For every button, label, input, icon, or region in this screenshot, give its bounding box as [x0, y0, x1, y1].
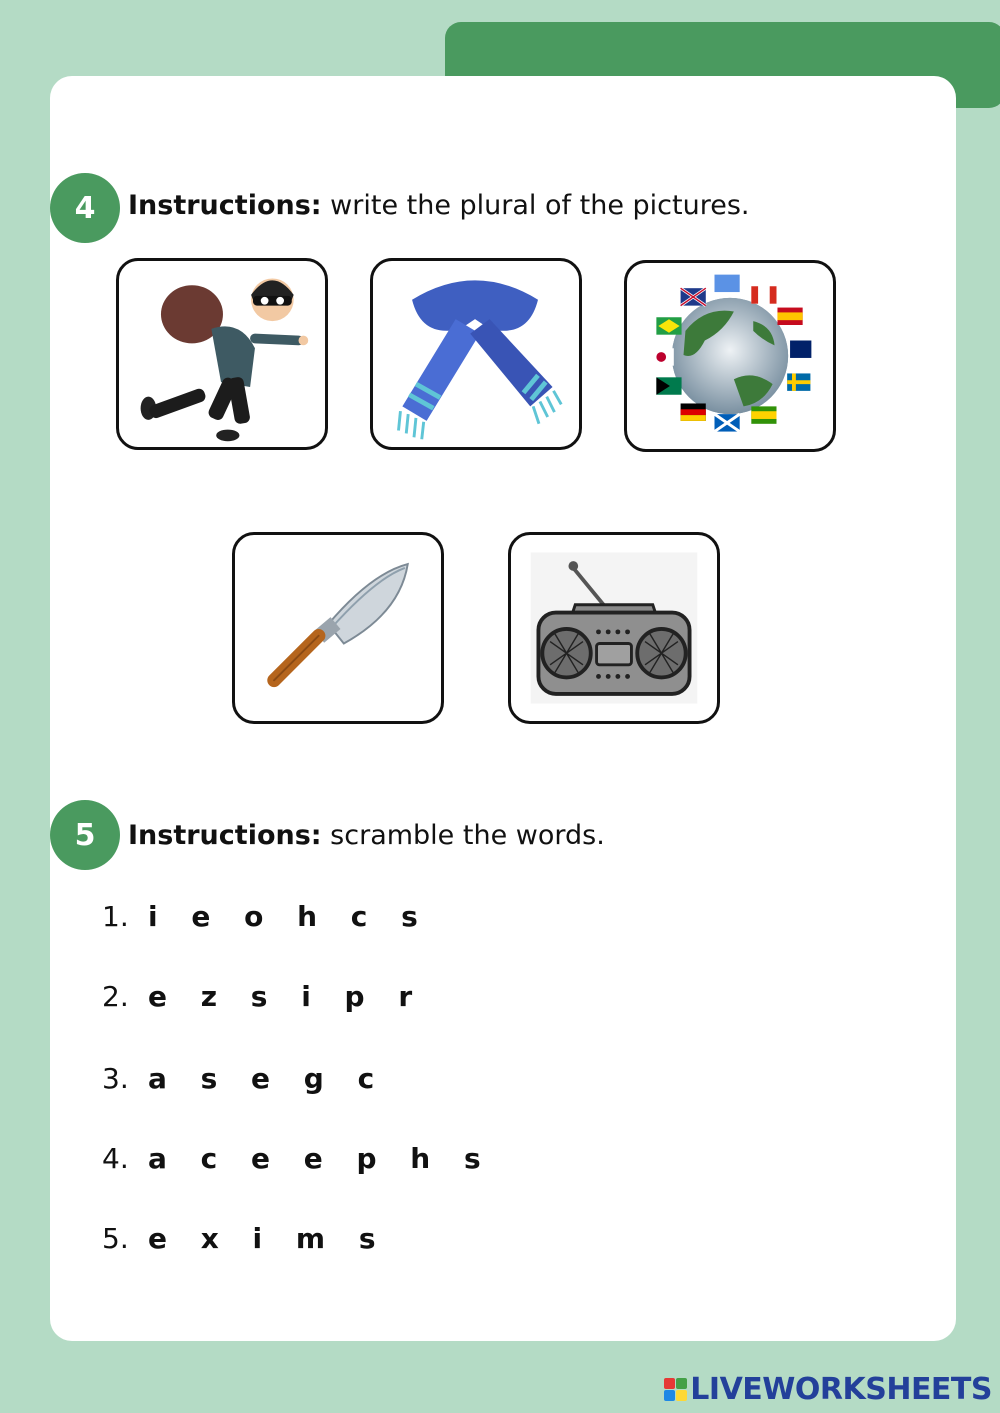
scrambled-word: a s e g c [148, 1062, 387, 1095]
item-number: 3. [102, 1062, 129, 1095]
section-4-number: 4 [50, 173, 120, 243]
instruction-text: write the plural of the pictures. [321, 190, 750, 221]
thief-icon [119, 261, 325, 447]
scarf-picture [370, 258, 582, 450]
list-item [102, 900, 430, 933]
section-5-instruction [128, 820, 605, 851]
list-item [102, 1222, 387, 1255]
item-number: 2. [102, 980, 129, 1013]
radio-icon [511, 535, 717, 721]
list-item [102, 1062, 386, 1095]
scrambled-word: e z s i p r [148, 980, 425, 1013]
thief-picture [116, 258, 328, 450]
list-item [102, 980, 424, 1013]
scrambled-word: i e o h c s [148, 900, 430, 933]
item-number: 5. [102, 1222, 129, 1255]
scrambled-word: a c e e p h s [148, 1142, 493, 1175]
scrambled-word: e x i m s [148, 1222, 388, 1255]
scarf-icon [373, 261, 579, 447]
liveworksheets-logo[interactable] [664, 1372, 992, 1407]
section-4-instruction [128, 190, 749, 221]
item-number: 1. [102, 900, 129, 933]
globe-flags-icon [627, 263, 833, 449]
section-5-number: 5 [50, 800, 120, 870]
instruction-label: Instructions: [128, 190, 322, 221]
instruction-text: scramble the words. [321, 820, 605, 851]
list-item [102, 1142, 493, 1175]
item-number: 4. [102, 1142, 129, 1175]
logo-text: LIVEWORKSHEETS [690, 1372, 992, 1407]
knife-picture [232, 532, 444, 724]
logo-mark-icon [664, 1378, 687, 1401]
radio-picture [508, 532, 720, 724]
globe-picture [624, 260, 836, 452]
instruction-label: Instructions: [128, 820, 322, 851]
knife-icon [235, 535, 441, 721]
